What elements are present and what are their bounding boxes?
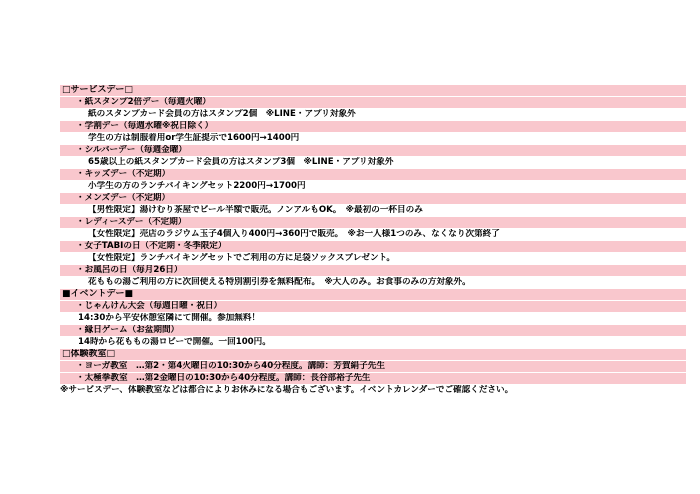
service-item-title-text: ・キッズデー（不定期） <box>76 169 171 179</box>
service-item-title-text: ・学割デー（毎週水曜※祝日除く） <box>76 121 214 131</box>
service-day-header-text: □サービスデー□ <box>62 85 133 95</box>
service-item-detail-text: 65歳以上の紙スタンプカード会員の方はスタンプ3個 ※LINE・アプリ対象外 <box>88 157 394 167</box>
service-item-title <box>60 145 686 156</box>
service-item-detail-text: 学生の方は制服着用or学生証提示で1600円→1400円 <box>88 133 300 143</box>
service-item-title <box>60 97 686 108</box>
event-item-title-text: ・縁日ゲーム（お盆期間） <box>76 325 180 335</box>
event-item-title <box>60 301 686 312</box>
service-item-title-text: ・レディースデー（不定期） <box>76 217 187 227</box>
service-day-header <box>60 85 686 96</box>
service-item-detail <box>60 181 686 192</box>
service-item-detail-text: 紙のスタンプカード会員の方はスタンプ2個 ※LINE・アプリ対象外 <box>88 109 356 119</box>
service-item-title <box>60 241 686 252</box>
service-item-title <box>60 217 686 228</box>
service-item-detail <box>60 109 686 120</box>
service-item-title-text: ・紙スタンプ2倍デー（毎週火曜） <box>76 97 211 107</box>
service-item-detail <box>60 277 686 288</box>
classroom-header-text: □体験教室□ <box>62 349 116 359</box>
service-item-detail <box>60 229 686 240</box>
service-item-title-text: ・シルバーデー（毎週金曜） <box>76 145 187 155</box>
service-item-detail-text: 花ももの湯ご利用の方に次回使える特別割引券を無料配布。 ※大人のみ。お食事のみの方対象外。 <box>88 277 471 287</box>
event-day-header <box>60 289 686 300</box>
classroom-header <box>60 349 686 360</box>
service-item-title <box>60 121 686 132</box>
footnote-text: ※サービスデー、体験教室などは都合によりお休みになる場合もございます。イベントカレンダーでご確認ください。 <box>60 385 514 395</box>
event-item-detail <box>60 337 686 348</box>
event-item-detail <box>60 313 686 324</box>
service-item-detail-text: 【女性限定】ランチバイキングセットでご利用の方に足袋ソックスプレゼント。 <box>88 253 395 263</box>
service-item-title-text: ・お風呂の日（毎月26日） <box>76 265 183 275</box>
event-item-detail-text: 14時から花ももの湯ロビーで開催。一回100円。 <box>78 337 271 347</box>
event-day-header-text: ■イベントデー■ <box>62 289 134 299</box>
service-item-detail <box>60 253 686 264</box>
service-item-title-text: ・女子TABIの日（不定期・冬季限定） <box>76 241 227 251</box>
event-item-title-text: ・じゃんけん大会（毎週日曜・祝日） <box>76 301 223 311</box>
classroom-item <box>60 361 686 372</box>
service-item-detail <box>60 133 686 144</box>
service-item-detail-text: 【男性限定】湯けむり茶屋でビール半額で販売。ノンアルもOK。 ※最初の一杯目のみ <box>88 205 423 215</box>
service-item-title <box>60 193 686 204</box>
classroom-item-text: ・ヨーガ教室 …第2・第4火曜日の10:30から40分程度。講師：芳賀絹子先生 <box>76 361 385 371</box>
service-item-title-text: ・メンズデー（不定期） <box>76 193 171 203</box>
service-item-title <box>60 265 686 276</box>
classroom-item <box>60 373 686 384</box>
service-item-title <box>60 169 686 180</box>
service-item-detail-text: 【女性限定】売店のラジウム玉子4個入り400円→360円で販売。 ※お一人様1つのみ、なくなり次第終了 <box>88 229 500 239</box>
service-item-detail-text: 小学生の方のランチバイキングセット2200円→1700円 <box>88 181 306 191</box>
service-item-detail <box>60 205 686 216</box>
classroom-item-text: ・太極拳教室 …第2金曜日の10:30から40分程度。講師：長谷部裕子先生 <box>76 373 371 383</box>
footnote <box>60 385 686 396</box>
event-item-title <box>60 325 686 336</box>
service-item-detail <box>60 157 686 168</box>
event-item-detail-text: 14:30から平安休憩室隣にて開催。参加無料！ <box>78 313 261 323</box>
